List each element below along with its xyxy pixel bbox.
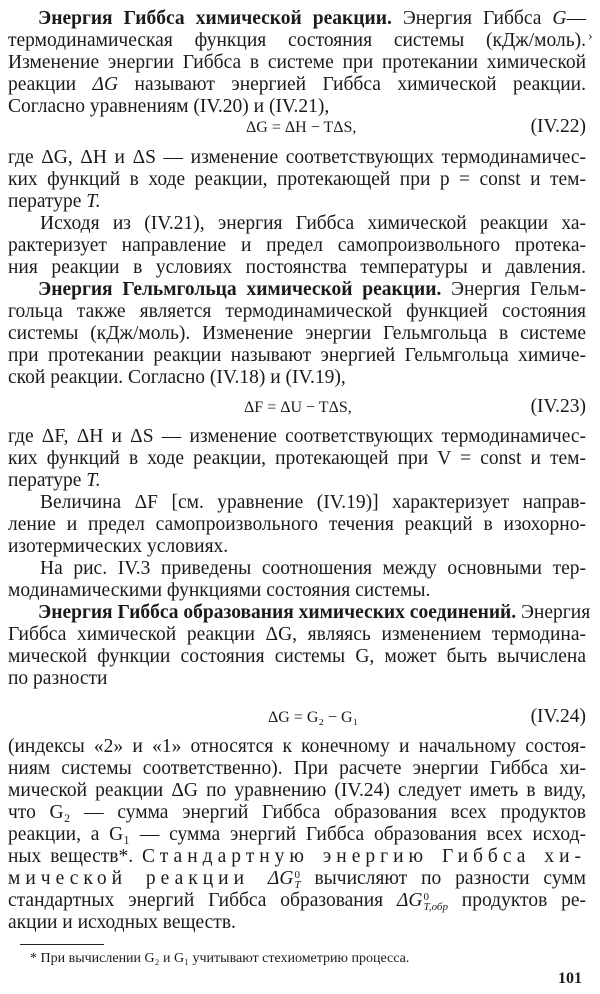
equation-iv24: ΔG = G₂ − G₁ bbox=[268, 709, 359, 726]
text-fragment: пературе bbox=[8, 470, 87, 491]
text-fragment: Энергия Гельм- bbox=[441, 279, 586, 300]
text-line: Изменение энергии Гиббса в системе при протекании химической bbox=[8, 52, 586, 73]
spaced-term: Стандартную энергию Гиббса хи- bbox=[142, 846, 586, 867]
text-fragment: вычисляют по разности сумм bbox=[300, 868, 586, 889]
text-line: ление и предел самопроизвольного течения реакций в изохорно- bbox=[8, 514, 586, 535]
text-fragment: ных веществ*. bbox=[8, 846, 143, 867]
symbol: ΔG bbox=[267, 868, 294, 889]
text-line: ния реакции в условиях постоянства температуры и давления. bbox=[8, 257, 586, 278]
text-line: изотермических условиях. bbox=[8, 536, 229, 557]
text-line bbox=[8, 279, 586, 301]
text-line: акции и исходных веществ. bbox=[8, 912, 236, 933]
symbol: ΔG bbox=[92, 74, 119, 95]
text-line: Исходя из (IV.21), энергия Гиббса химической реакции ха- bbox=[40, 213, 586, 234]
text-line bbox=[8, 191, 586, 213]
subscript: T bbox=[294, 878, 301, 891]
equation-iv23: ΔF = ΔU − TΔS, bbox=[244, 399, 352, 416]
page-number: 101 bbox=[558, 970, 582, 987]
text-line: ниям системы соответственно). При расчете энергии Гиббса хи- bbox=[8, 758, 586, 779]
text-line: где ΔG, ΔH и ΔS — изменение соответствующих термодинамичес- bbox=[8, 147, 586, 168]
equation-number: (IV.23) bbox=[530, 396, 586, 417]
text-line: (индексы «2» и «1» относятся к конечному и начальному состоя- bbox=[8, 736, 586, 757]
text-line: гольца также является термодинамической функцией состояния bbox=[8, 301, 586, 322]
margin-mark: › bbox=[588, 29, 593, 44]
text-line: рактеризует направление и предел самопроизвольного протека- bbox=[8, 235, 586, 256]
text-line: по разности bbox=[8, 668, 108, 689]
equation-number: (IV.22) bbox=[530, 116, 586, 137]
sub-superscript bbox=[424, 892, 448, 912]
text-fragment: — bbox=[566, 8, 586, 29]
text-line: термодинамическая функция состояния системы (кДж/моль). bbox=[8, 30, 586, 51]
text-line: ких функций в ходе реакции, протекающей при p = const и тем- bbox=[8, 169, 586, 190]
text-line: где ΔF, ΔH и ΔS — изменение соответствующих термодинамичес- bbox=[8, 426, 586, 447]
text-fragment: пературе bbox=[8, 191, 87, 212]
footnote-rule bbox=[20, 944, 104, 945]
text-line: Величина ΔF [см. уравнение (IV.19)] характеризует направ- bbox=[40, 492, 586, 513]
equation-iv22: ΔG = ΔH − TΔS, bbox=[246, 119, 357, 136]
text-line bbox=[8, 602, 591, 624]
text-line: реакции, а G₁ — сумма энергий Гиббса образования всех исход- bbox=[8, 824, 586, 845]
text-fragment: называют энергией Гиббса химической реакции. bbox=[118, 74, 586, 95]
text-fragment: реакции bbox=[8, 74, 93, 95]
footnote: * При вычислении G₂ и G₁ учитывают стехиометрию процесса. bbox=[30, 951, 410, 966]
text-line: ких функций в ходе реакции, протекающей при V = const и тем- bbox=[8, 448, 586, 469]
text-fragment: продуктов ре- bbox=[447, 890, 586, 911]
symbol: T. bbox=[86, 191, 101, 212]
text-line: мической функции состояния системы G, может быть вычислена bbox=[8, 646, 586, 667]
subscript: T,обр bbox=[423, 900, 448, 913]
superscript: 0 bbox=[294, 868, 300, 881]
section-heading: Энергия Гельмгольца химической реакции. bbox=[38, 279, 442, 300]
text-fragment: Энергия Гиббса bbox=[391, 8, 553, 29]
text-line: ской реакции. Согласно (IV.18) и (IV.19), bbox=[8, 367, 346, 388]
symbol: G bbox=[552, 8, 567, 29]
text-line bbox=[8, 890, 586, 912]
text-line bbox=[8, 470, 586, 492]
text-line: что G₂ — сумма энергий Гиббса образования всех продуктов bbox=[8, 802, 586, 823]
text-line bbox=[8, 74, 586, 96]
text-line: Гиббса химической реакции ΔG, являясь изменением термодина- bbox=[8, 624, 586, 645]
text-fragment: Энергия bbox=[516, 602, 591, 623]
text-line: при протекании реакции называют энергией Гельмгольца химиче- bbox=[8, 345, 586, 366]
text-fragment: стандартных энергий Гиббса образования bbox=[8, 890, 397, 911]
text-line bbox=[8, 846, 586, 868]
symbol: T. bbox=[86, 470, 101, 491]
section-heading: Энергия Гиббса химической реакции. bbox=[38, 8, 392, 29]
equation-number: (IV.24) bbox=[530, 706, 586, 727]
superscript: 0 bbox=[423, 890, 430, 903]
text-line bbox=[8, 868, 586, 890]
section-heading: Энергия Гиббса образования химических соединений. bbox=[38, 602, 517, 623]
text-line bbox=[8, 8, 586, 30]
text-line: Согласно уравнениям (IV.20) и (IV.21), bbox=[8, 96, 330, 117]
text-line: На рис. IV.3 приведены соотношения между основными тер- bbox=[40, 558, 586, 579]
text-line: системы (кДж/моль). Изменение энергии Гельмгольца в системе bbox=[8, 323, 586, 344]
text-line: мической реакции ΔG по уравнению (IV.24) следует иметь в виду, bbox=[8, 780, 586, 801]
symbol: ΔG bbox=[396, 890, 423, 911]
spaced-term: мической реакции bbox=[8, 868, 268, 889]
text-line: модинамическими функциями состояния системы. bbox=[8, 580, 431, 601]
